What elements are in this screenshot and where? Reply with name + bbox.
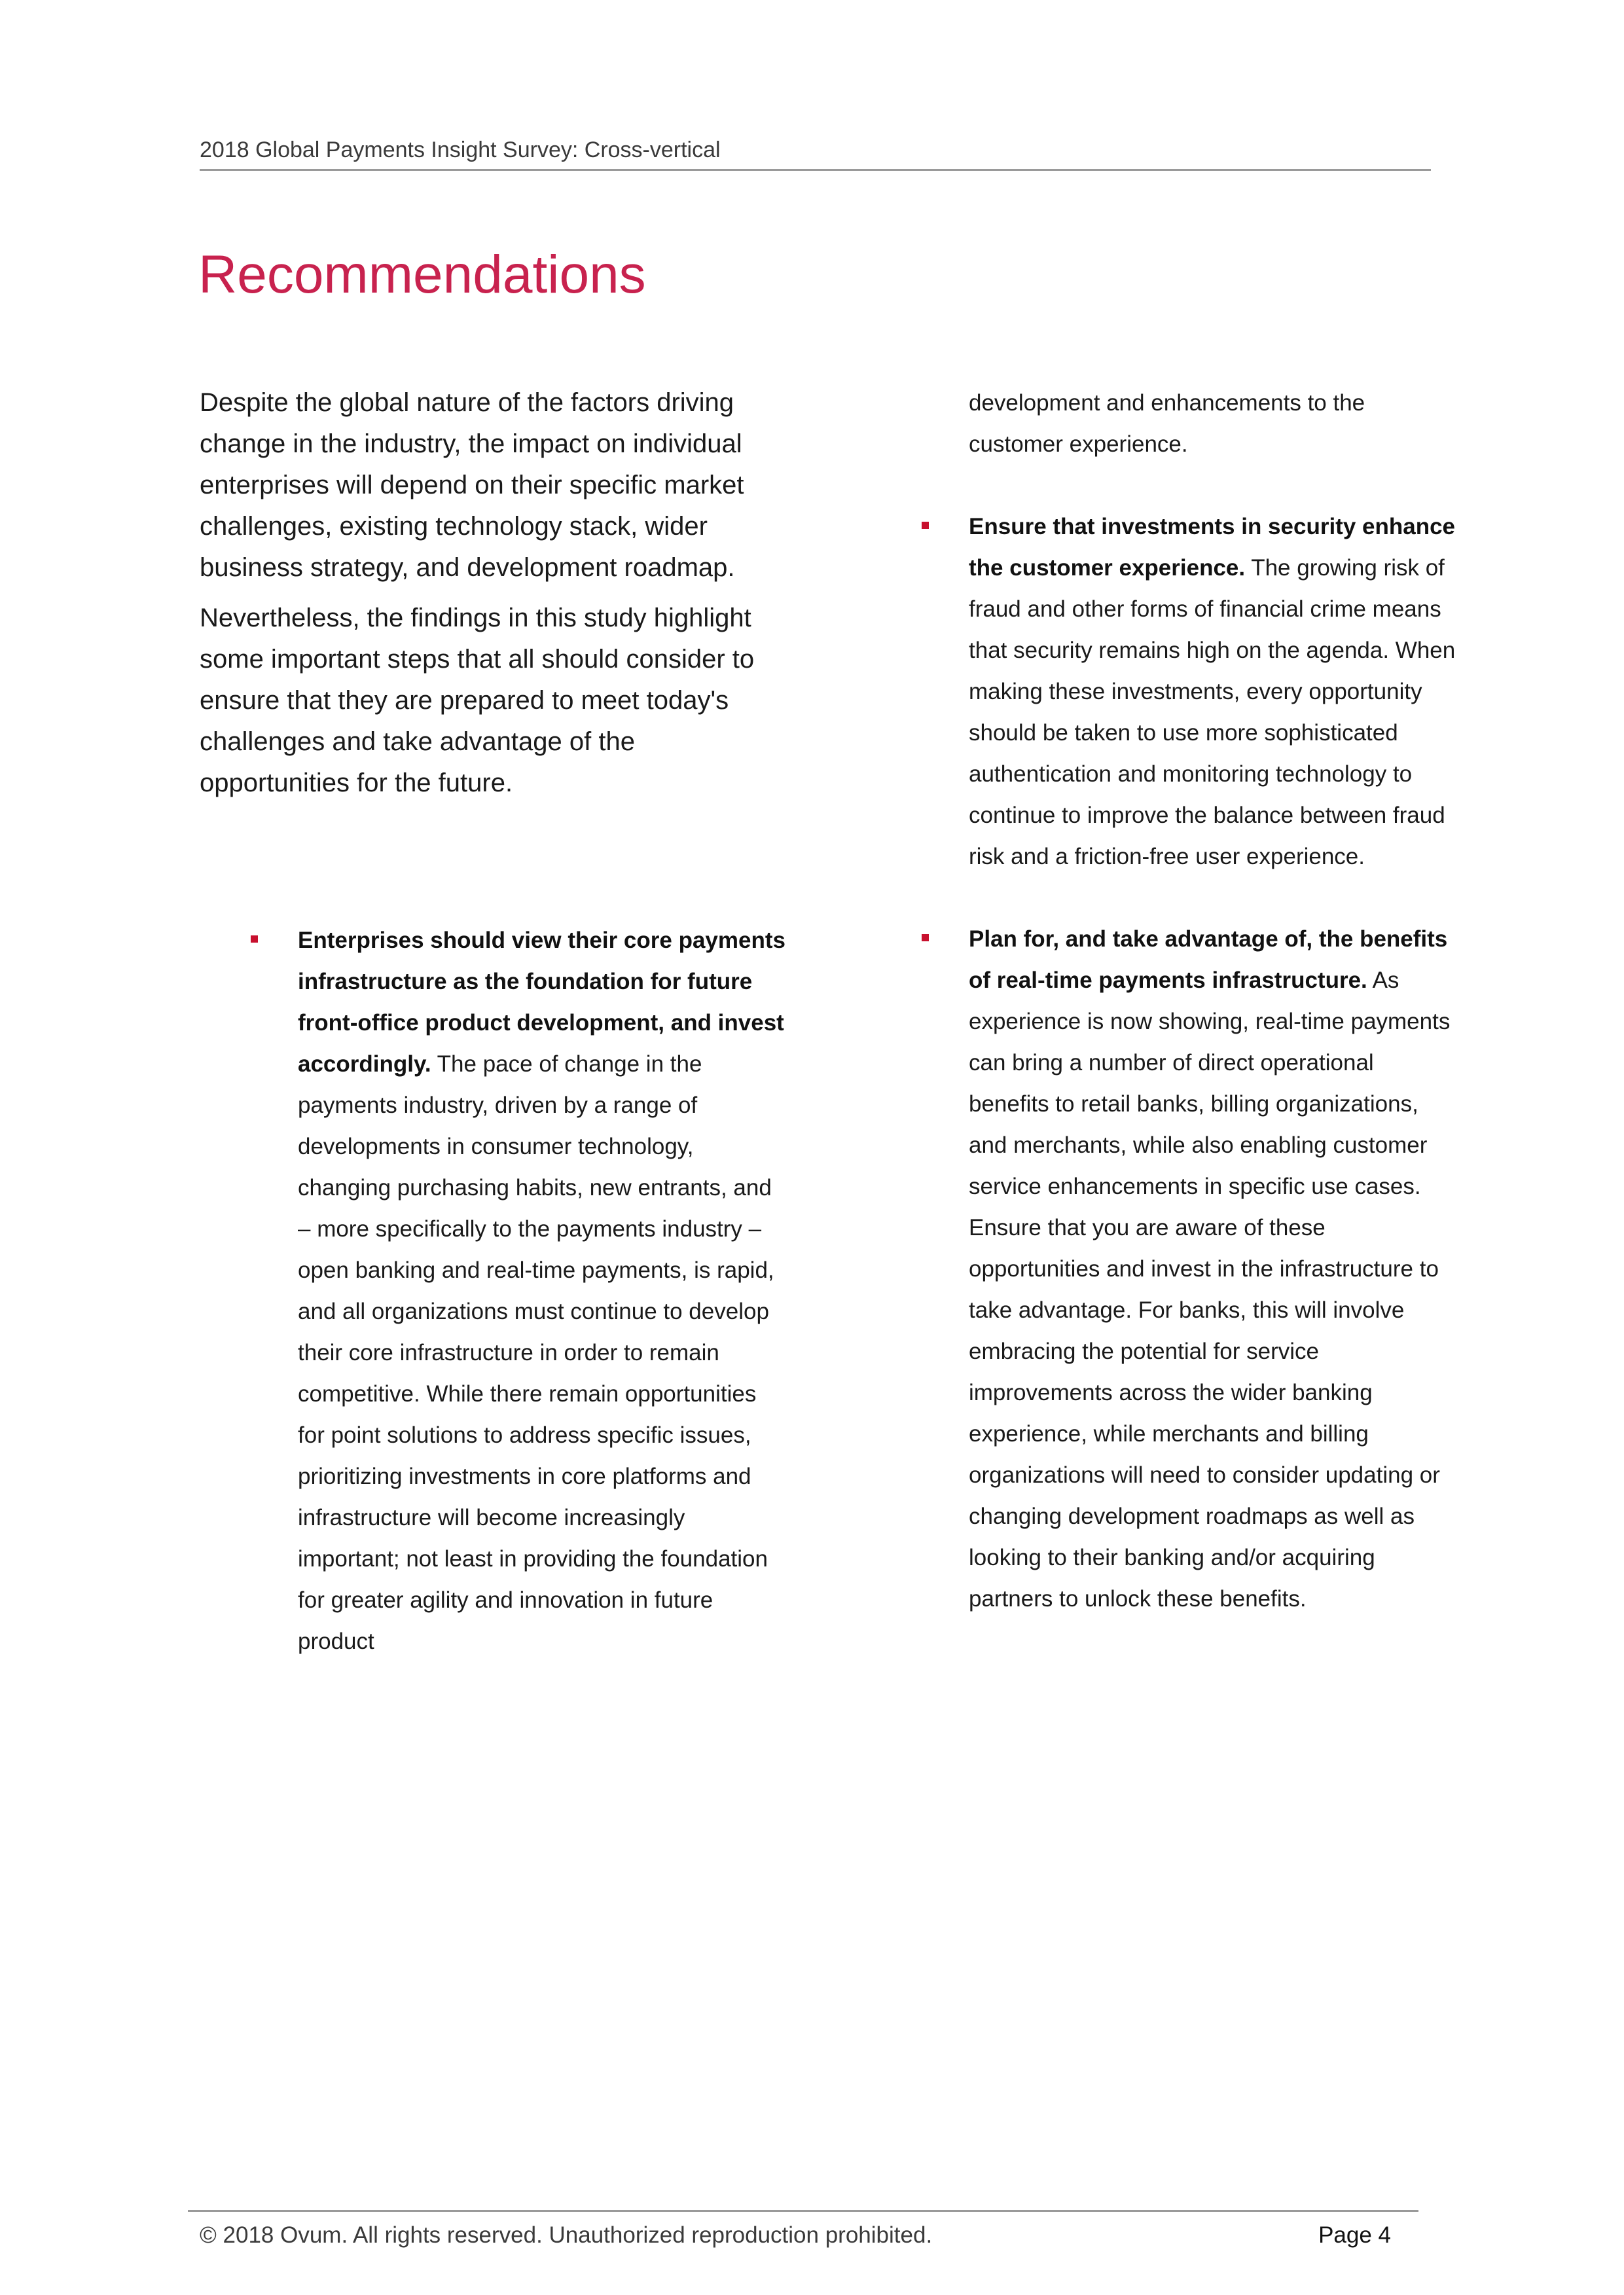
square-bullet-icon [922,934,929,941]
recommendation-list-left [200,920,789,1662]
recommendation-continued-text: development and enhancements to the customer experience. [969,390,1365,457]
recommendation-lead: Plan for, and take advantage of, the benefits of real-time payments infrastructure. [969,926,1448,993]
recommendation-item [871,918,1460,1619]
footer-divider [188,2210,1418,2212]
recommendation-lead: Ensure that investments in security enhance the customer experience. [969,514,1456,581]
square-bullet-icon [922,522,929,529]
recommendation-item [200,920,789,1662]
intro-section [200,382,776,813]
footer-copyright: © 2018 Ovum. All rights reserved. Unauthorized reproduction prohibited. [200,2222,933,2248]
recommendation-body: As experience is now showing, real-time payments can bring a number of direct operational benefits to retail banks, billing organizations, and merchants, while also enabling customer service enhancements in specific use cases. Ensure that you are aware of these opportunities and invest in the infrastructure to take advantage. For banks, this will involve embracing the potential for service improvements across the wider banking experience, while merchants and billing organizations will need to consider updating or changing development roadmaps as well as looking to their banking and/or acquiring partners to unlock these benefits. [969,967,1451,1612]
running-header: 2018 Global Payments Insight Survey: Cross-vertical [200,137,721,162]
page-title: Recommendations [198,245,646,304]
square-bullet-icon [251,935,258,943]
page-number: Page 4 [1318,2222,1391,2248]
recommendation-list-right [871,382,1460,1661]
recommendation-lead: Enterprises should view their core payments infrastructure as the foundation for future front-office product development, and invest accordingly. [298,928,785,1077]
intro-paragraph: Nevertheless, the findings in this study highlight some important steps that all should consider to ensure that they are prepared to meet today's challenges and take advantage of the opportunities for the future. [200,604,755,797]
intro-paragraph: Despite the global nature of the factors driving change in the industry, the impact on individual enterprises will depend on their specific market challenges, existing technology stack, wider business strategy, and development roadmap. [200,388,744,582]
recommendation-item [871,506,1460,877]
header-divider [200,169,1431,171]
recommendation-body: The pace of change in the payments industry, driven by a range of developments in consumer technology, changing purchasing habits, new entrants, and – more specifically to the payments industry – open banking and real-time payments, is rapid, and all organizations must continue to develop their core infrastructure in order to remain competitive. While there remain opportunities for point solutions to address specific issues, prioritizing investments in core platforms and infrastructure will become increasingly important; not least in providing the foundation for greater agility and innovation in future product [298,1051,774,1654]
recommendation-body: The growing risk of fraud and other forms of financial crime means that security remains high on the agenda. When making these investments, every opportunity should be taken to use more sophisticated authentication and monitoring technology to continue to improve the balance between fraud risk and a friction-free user experience. [969,555,1456,869]
